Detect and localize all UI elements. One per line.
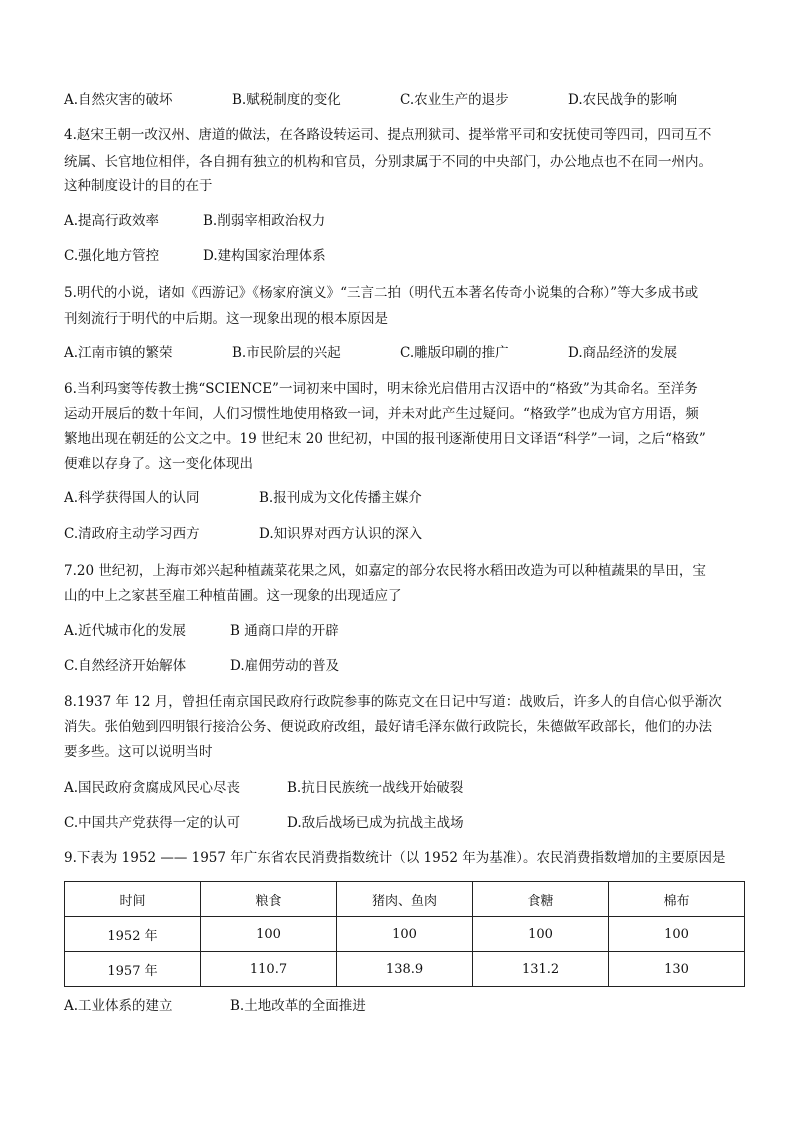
table-cell: 100 (200, 917, 336, 952)
q3-option-c: C.农业生产的退步 (400, 92, 509, 108)
consumption-index-table (64, 881, 745, 987)
q6-option-b: B.报刊成为文化传播主媒介 (259, 490, 422, 506)
table-header-row (65, 882, 745, 917)
table-cell: 130 (609, 952, 745, 987)
q6-option-a: A.科学获得国人的认同 (64, 490, 200, 506)
q4-option-b: B.削弱宰相政治权力 (203, 213, 326, 229)
q4-text-line-3: 这种制度设计的目的在于 (64, 178, 213, 194)
q8-option-d: D.敌后战场已成为抗战主战场 (287, 815, 464, 831)
table-header-cell: 猪肉、鱼肉 (337, 882, 473, 917)
q3-option-a: A.自然灾害的破坏 (64, 92, 173, 108)
table-header-cell: 时间 (65, 882, 201, 917)
q4-text-line-2: 统属、长官地位相伴，各自拥有独立的机构和官员，分别隶属于不同的中央部门，办公地点也不在同一州内。 (64, 154, 712, 170)
q6-option-c: C.清政府主动学习西方 (64, 526, 200, 542)
q5-text-line-1: 5.明代的小说，诸如《西游记》《杨家府演义》“三言二拍（明代五本著名传奇小说集的合称）”等大多成书或 (64, 285, 699, 301)
table-row (65, 952, 745, 987)
table-cell: 131.2 (473, 952, 609, 987)
q7-text-line-2: 山的中上之家甚至雇工种植苗圃。这一现象的出现适应了 (64, 588, 402, 604)
table-cell: 1957 年 (65, 952, 201, 987)
q9-option-b: B.土地改革的全面推进 (230, 998, 366, 1014)
q8-text-line-2: 消失。张伯勉到四明银行接洽公务、便说政府改组，最好请毛泽东做行政院长，朱德做军政部长，他们的办法 (64, 719, 712, 735)
table-cell: 110.7 (200, 952, 336, 987)
table-header-cell: 粮食 (200, 882, 336, 917)
q7-text-line-1: 7.20 世纪初，上海市郊兴起种植蔬菜花果之风，如嘉定的部分农民将水稻田改造为可以种植蔬果的旱田，宝 (64, 563, 706, 579)
q5-option-d: D.商品经济的发展 (568, 345, 678, 361)
q8-option-c: C.中国共产党获得一定的认可 (64, 815, 241, 831)
q7-option-c: C.自然经济开始解体 (64, 658, 187, 674)
table-cell: 1952 年 (65, 917, 201, 952)
q9-text-line-1: 9.下表为 1952 —— 1957 年广东省农民消费指数统计（以 1952 年为基准）。农民消费指数增加的主要原因是 (64, 850, 726, 866)
table-header-cell: 食糖 (473, 882, 609, 917)
q7-option-b: B 通商口岸的开辟 (230, 623, 339, 639)
table-cell: 138.9 (337, 952, 473, 987)
q5-option-b: B.市民阶层的兴起 (232, 345, 341, 361)
table-header-cell: 棉布 (609, 882, 745, 917)
q5-option-c: C.雕版印刷的推广 (400, 345, 509, 361)
table-cell: 100 (337, 917, 473, 952)
q3-option-b: B.赋税制度的变化 (232, 92, 341, 108)
q4-option-d: D.建构国家治理体系 (203, 248, 326, 264)
q5-text-line-2: 刊刻流行于明代的中后期。这一现象出现的根本原因是 (64, 311, 388, 327)
q9-option-a: A.工业体系的建立 (64, 998, 173, 1014)
q6-option-d: D.知识界对西方认识的深入 (259, 526, 423, 542)
q6-text-line-2: 运动开展后的数十年间，人们习惯性地使用格致一词，并未对此产生过疑问。“格致学”也成为官方用语，频 (64, 406, 699, 422)
q8-text-line-3: 要多些。这可以说明当时 (64, 744, 213, 760)
table-row (65, 917, 745, 952)
q4-text-line-1: 4.赵宋王朝一改汉州、唐道的做法，在各路设转运司、提点刑狱司、提举常平司和安抚使司等四司，四司互不 (64, 127, 712, 143)
q7-option-d: D.雇佣劳动的普及 (230, 658, 340, 674)
q6-text-line-3: 繁地出现在朝廷的公文之中。19 世纪末 20 世纪初，中国的报刊逐渐使用日文译语“科学”一词，之后“格致” (64, 431, 706, 447)
q8-option-a: A.国民政府贪腐成风民心尽丧 (64, 780, 241, 796)
q5-option-a: A.江南市镇的繁荣 (64, 345, 173, 361)
q6-text-line-4: 便难以存身了。这一变化体现出 (64, 456, 253, 472)
q7-option-a: A.近代城市化的发展 (64, 623, 187, 639)
table-cell: 100 (473, 917, 609, 952)
q6-text-line-1: 6.当利玛窦等传教士携“SCIENCE”一词初来中国时，明末徐光启借用古汉语中的“格致”为其命名。至洋务 (64, 381, 698, 397)
q3-option-d: D.农民战争的影响 (568, 92, 678, 108)
q8-option-b: B.抗日民族统一战线开始破裂 (287, 780, 464, 796)
table-cell: 100 (609, 917, 745, 952)
q4-option-a: A.提高行政效率 (64, 213, 160, 229)
q8-text-line-1: 8.1937 年 12 月，曾担任南京国民政府行政院参事的陈克文在日记中写道：战败后，许多人的自信心似乎渐次 (64, 694, 722, 710)
q4-option-c: C.强化地方管控 (64, 248, 160, 264)
